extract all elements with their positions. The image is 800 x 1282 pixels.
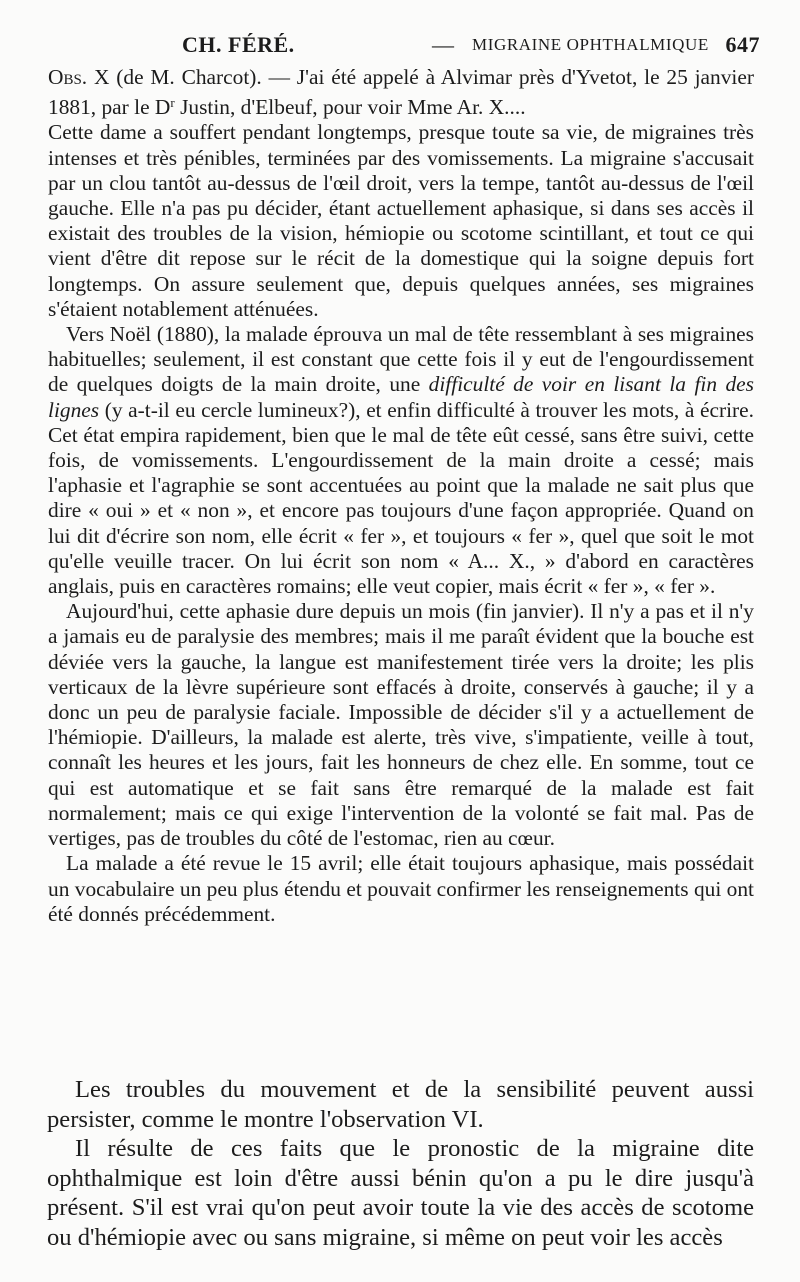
observation-paragraph-2: Cette dame a souffert pendant longtemps, presque toute sa vie, de migraines très intenses et très pénibles, terminées par des vomissements. La migraine s'accusait par un clou tantôt au-dessus de l'œil droit, vers la tempe, tantôt au-dessus de l'œil gauche. Elle n'a pas pu décider, étant actuellement aphasique, si dans ses accès il existait des troubles de la vision, hémiopie ou scotome scintillant, et tout ce qui vient d'être dit repose sur le récit de la domestique qui la soigne depuis fort longtemps. On assure seulement que, depuis quelques années, ses migraines s'étaient notablement atténuées. xyxy=(48,120,754,321)
observation-paragraph-3 xyxy=(48,322,754,599)
observation-paragraph-4: Aujourd'hui, cette aphasie dure depuis un mois (fin janvier). Il n'y a pas et il n'y a jamais eu de paralysie des membres; mais il me paraît évident que la bouche est déviée vers la gauche, la langue est manifestement tirée vers la droite; les plis verticaux de la lèvre supérieure sont effacés à droite, conservés à gauche; il y a donc un peu de paralysie faciale. Impossible de décider s'il y a actuellement de l'hémiopie. D'ailleurs, la malade est alerte, très vive, s'impatiente, veille à tout, connaît les heures et les jours, fait les honneurs de chez elle. En somme, tout ce qui est automatique et se fait sans être remarqué de la malade est fait normalement; mais ce qui exige l'intervention de la volonté se fait mal. Pas de vertiges, pas de troubles du côté de l'estomac, rien au cœur. xyxy=(48,599,754,851)
observation-p3-start: Vers Noël (1880), la malade éprouva un mal de tête ressemblant à ses migraines habituelles; seulement, il est constant que cette fois il y eut de l'engourdissement de quelques doigts de la main droite, une xyxy=(48,322,754,397)
page-number: 647 xyxy=(725,32,760,57)
observation-p3-italic: difficulté de voir en lisant la fin des lignes xyxy=(48,372,754,422)
main-paragraph-2: Il résulte de ces faits que le pronostic de la migraine dite ophthalmique est loin d'être aussi bénin qu'on a pu le dire jusqu'à présent. S'il est vrai qu'on peut avoir toute la vie des accès de scotome ou d'hémiopie avec ou sans migraine, si même on peut voir les accès xyxy=(47,1135,754,1251)
observation-block xyxy=(48,65,754,927)
observation-intro: (de M. Charcot). — J'ai été appelé à Alvimar près d'Yvetot, le 25 janvier 1881, par le D xyxy=(48,65,754,120)
observation-paragraph-5: La malade a été revue le 15 avril; elle était toujours aphasique, mais possédait un vocabulaire un peu plus étendu et pouvait confirmer les renseignements qui ont été donnés précédemment. xyxy=(48,851,754,926)
header-title: MIGRAINE OPHTHALMIQUE xyxy=(472,35,709,54)
main-text xyxy=(47,1075,754,1253)
header-author: CH. FÉRÉ. xyxy=(182,32,295,57)
observation-p3-end: (y a-t-il eu cercle lumineux?), et enfin difficulté à trouver les mots, à écrire. Cet état empira rapidement, bien que le mal de tête eût cessé, sans être suivi, cette fois, de vomissements. L'engourdissement de la main droite a cessé; mais l'aphasie et l'agraphie se sont accentuées au point que la malade ne sait plus que dire « oui » et « non », et encore pas toujours d'une façon appropriée. Quand on lui dit d'écrire son nom, elle écrit « fer », et toujours « fer », quel que soit le mot qu'elle veuille tracer. On lui écrit son nom « A... X., » d'abord en caractères anglais, puis en caractères romains; elle veut copier, mais écrit « fer », « fer ». xyxy=(48,397,754,599)
running-header xyxy=(120,32,760,62)
main-paragraph-1: Les troubles du mouvement et de la sensibilité peuvent aussi persister, comme le montre l'observation VI. xyxy=(47,1076,754,1133)
header-separator: — xyxy=(432,32,455,57)
observation-paragraph-1 xyxy=(48,65,754,120)
observation-label: Obs. X xyxy=(48,65,110,89)
doctor-abbrev-sup: r xyxy=(170,95,175,111)
observation-intro-end: Justin, d'Elbeuf, pour voir Mme Ar. X.... xyxy=(174,95,526,120)
